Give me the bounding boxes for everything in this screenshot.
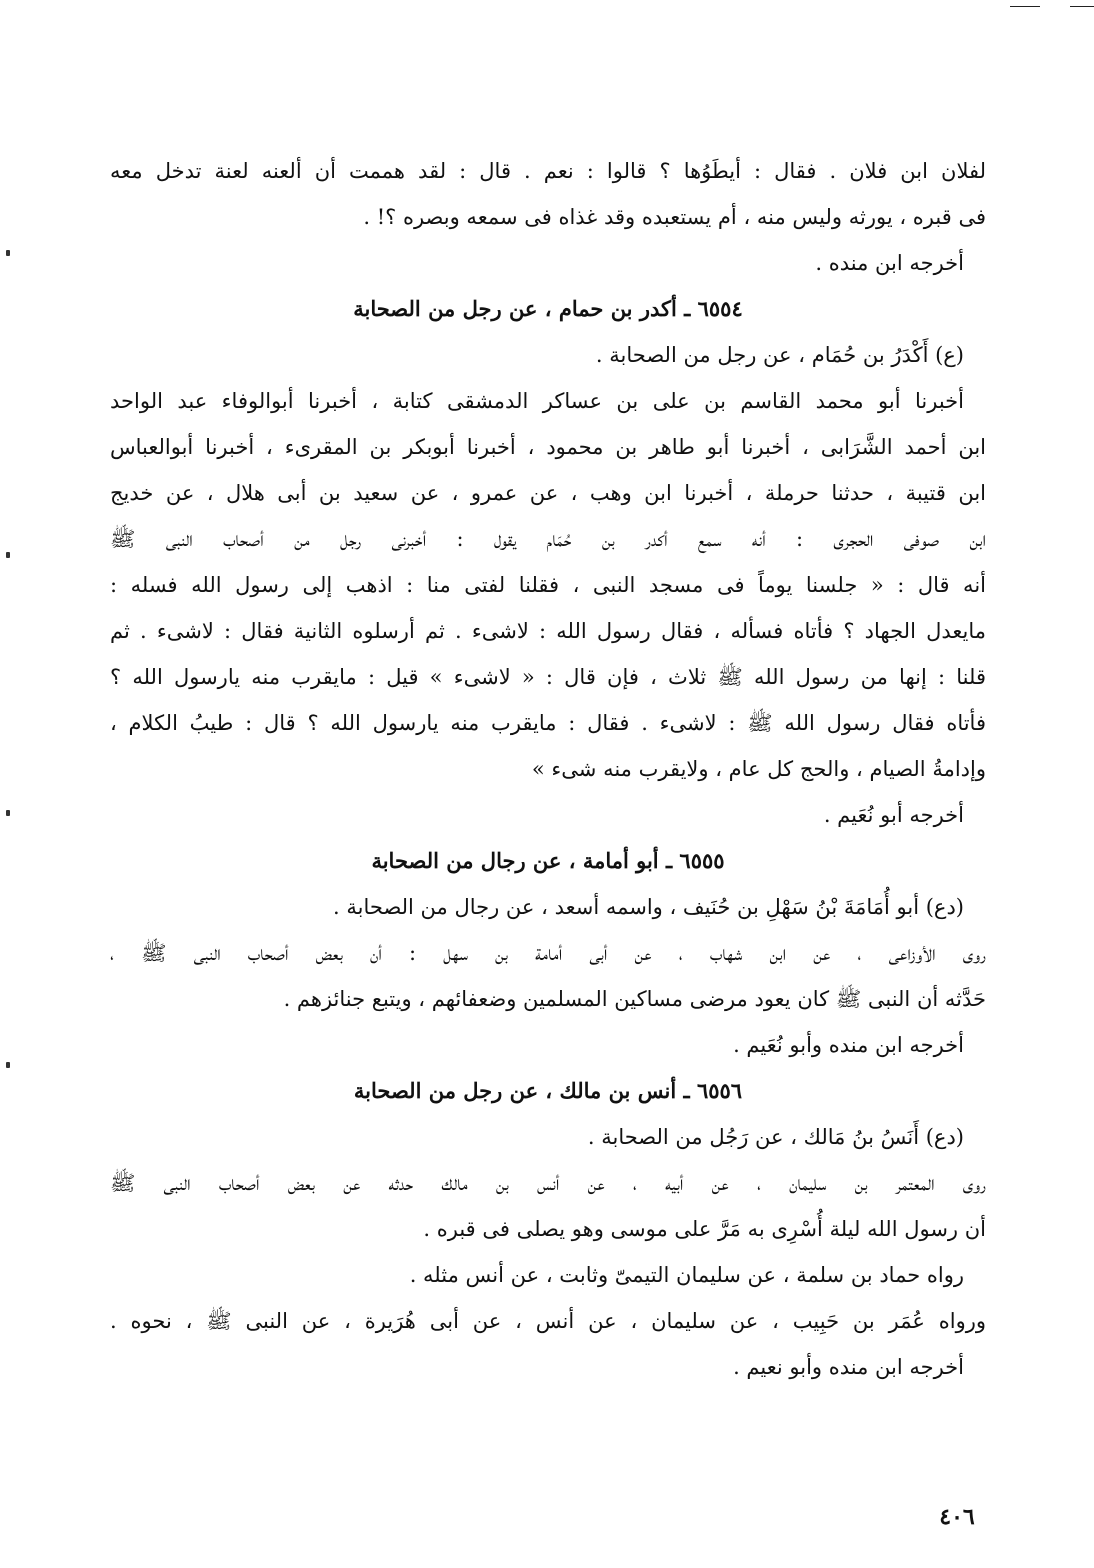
text-line: أخبرنا أبو محمد القاسم بن على بن عساكر الدمشقى كتابة ، أخبرنا أبوالوفاء عبد الواحد bbox=[110, 389, 964, 413]
text-line: لفلان ابن فلان . فقال : أيطَوُها ؟ قالوا : نعم . قال : لقد هممت أن ألعنه لعنة تدخل معه bbox=[110, 159, 986, 183]
text-line: فأتاه فقال رسول الله ﷺ : لاشىء . فقال : مايقرب منه يارسول الله ؟ قال : طيبُ الكلام ، bbox=[110, 711, 986, 735]
text-line: أخرجه أبو نُعَيم . bbox=[823, 803, 964, 827]
text-line: (ع) أَكْدَرُ بن حُمَام ، عن رجل من الصحابة . bbox=[595, 343, 964, 367]
text-line: أن رسول الله ليلة أُسْرِى به مَرَّ على موسى وهو يصلى فى قبره . bbox=[423, 1217, 986, 1241]
scan-corner-mark bbox=[1010, 6, 1040, 7]
text-line: مايعدل الجهاد ؟ فأتاه فسأله ، فقال رسول الله : لاشىء . ثم أرسلوه الثانية فقال : لاشىء . ثم bbox=[110, 619, 986, 643]
section-heading: ٦٥٥٤ ـ أكدر بن حمام ، عن رجل من الصحابة bbox=[353, 296, 743, 321]
text-line: أنه قال : « جلسنا يوماً فى مسجد النبى ، فقلنا لفتى منا : اذهب إلى رسول الله فسله : bbox=[110, 573, 986, 597]
section-heading: ٦٥٥٦ ـ أنس بن مالك ، عن رجل من الصحابة bbox=[353, 1078, 743, 1103]
scan-artifact bbox=[6, 810, 10, 816]
section-heading: ٦٥٥٥ ـ أبو أمامة ، عن رجال من الصحابة bbox=[371, 848, 725, 873]
text-line: فى قبره ، يورثه وليس منه ، أم يستعبده وقد غذاه فى سمعه وبصره ؟! . bbox=[363, 205, 986, 229]
text-line: روى المعتمر بن سليمان ، عن أبيه ، عن أنس بن مالك حدثه عن بعض أصحاب النبى ﷺ bbox=[110, 1171, 986, 1195]
text-line: ابن قتيبة ، حدثنا حرملة ، أخبرنا ابن وهب ، عن عمرو ، عن سعيد بن أبى هلال ، عن خديج bbox=[110, 481, 986, 505]
text-line: روى الأوزاعى ، عن ابن شهاب ، عن أبى أمامة بن سهل : أن بعض أصحاب النبى ﷺ ، bbox=[110, 941, 986, 965]
text-line: ابن أحمد الشَّرَابى ، أخبرنا أبو طاهر بن محمود ، أخبرنا أبوبكر بن المقرىء ، أخبرنا أبوالعباس bbox=[110, 435, 986, 459]
text-line: أخرجه ابن منده . bbox=[815, 251, 964, 275]
text-line: رواه حماد بن سلمة ، عن سليمان التيمىّ وثابت ، عن أنس مثله . bbox=[409, 1263, 964, 1287]
text-line: حَدَّثه أن النبى ﷺ كان يعود مرضى مساكين المسلمين وضعفائهم ، ويتبع جنائزهم . bbox=[283, 987, 986, 1011]
text-line: ورواه عُمَر بن حَبِيب ، عن سليمان ، عن أنس ، عن أبى هُرَيرة ، عن النبى ﷺ ، نحوه . bbox=[110, 1309, 986, 1333]
scan-artifact bbox=[6, 552, 10, 558]
text-line: وإدامةُ الصيام ، والحج كل عام ، ولايقرب منه شىء » bbox=[531, 757, 986, 781]
scan-corner-mark bbox=[1070, 6, 1094, 7]
text-line: قلنا : إنها من رسول الله ﷺ ثلاث ، فإن قال : « لاشىء » قيل : مايقرب منه يارسول الله ؟ bbox=[110, 665, 986, 689]
text-line: أخرجه ابن منده وأبو نعيم . bbox=[733, 1355, 964, 1379]
text-line: (دع) أبو أُمَامَةَ بْنُ سَهْلِ بن حُنَيف ، واسمه أسعد ، عن رجال من الصحابة . bbox=[333, 895, 964, 919]
text-line: ابن صوفى الحجرى : أنه سمع أكدر بن حُمَام يقول : أخبرنى رجل من أصحاب النبى ﷺ bbox=[110, 527, 986, 551]
scan-artifact bbox=[6, 250, 10, 256]
page-body bbox=[110, 148, 986, 1390]
page-number: ٤٠٦ bbox=[939, 1504, 975, 1530]
text-line: (دع) أَنَسُ بنُ مَالك ، عن رَجُل من الصحابة . bbox=[587, 1125, 964, 1149]
scan-artifact bbox=[6, 1062, 10, 1068]
text-line: أخرجه ابن منده وأبو نُعَيم . bbox=[733, 1033, 964, 1057]
